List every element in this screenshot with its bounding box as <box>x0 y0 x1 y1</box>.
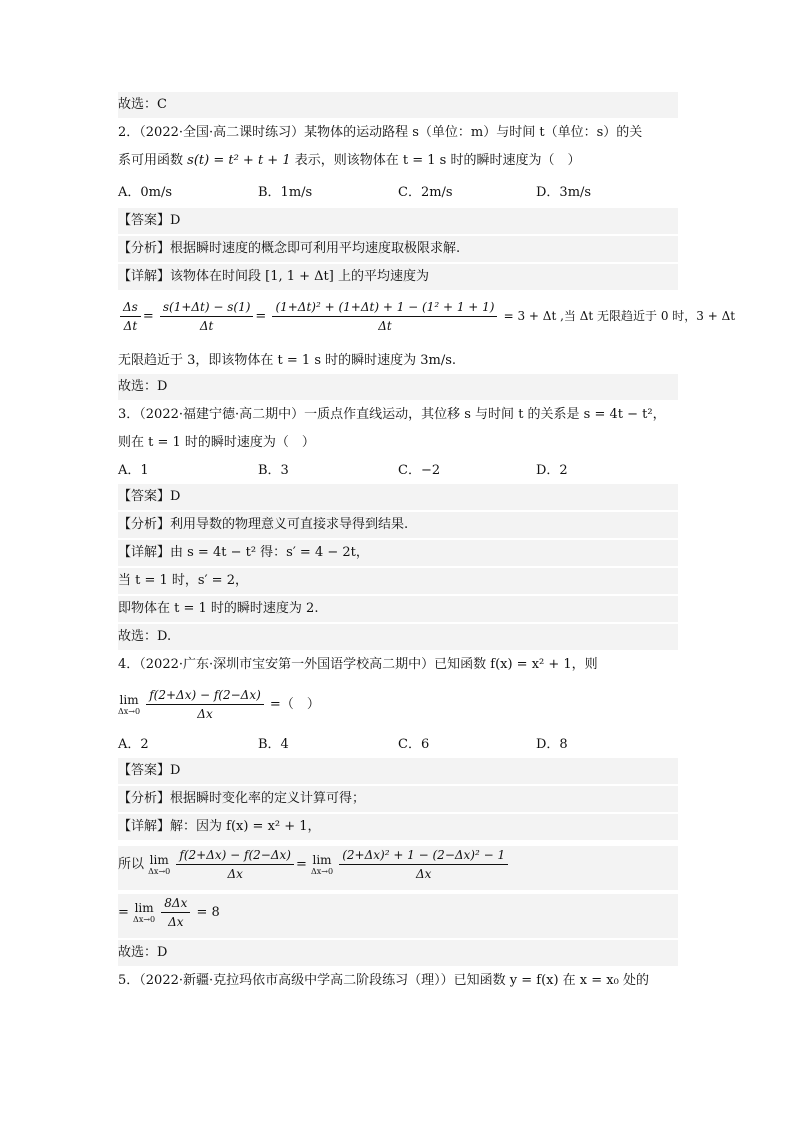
option-a: A．2 <box>118 737 149 752</box>
limit <box>118 694 140 716</box>
answer-line: 【答案】D <box>118 484 678 510</box>
option-a: A．0m/s <box>118 185 173 200</box>
option-c: C．6 <box>398 737 430 752</box>
option-a: A．1 <box>118 463 149 478</box>
lim-sub: Δx→0 <box>133 914 156 924</box>
option-d: D．3m/s <box>536 185 592 200</box>
analysis-line: 【分析】根据瞬时变化率的定义计算可得； <box>118 786 678 812</box>
choice-line: 故选：D. <box>118 624 678 650</box>
lim-text: lim <box>119 692 139 707</box>
numerator: (1+Δt)² + (1+Δt) + 1 − (1² + 1 + 1) <box>272 298 497 317</box>
denominator: Δx <box>197 707 213 721</box>
text: 所以 <box>118 857 145 872</box>
choice-line: 故选：D <box>118 374 678 400</box>
fraction <box>146 686 264 723</box>
fraction <box>176 846 294 883</box>
denominator: Δx <box>415 867 432 881</box>
lim-sub: Δx→0 <box>118 706 141 716</box>
analysis-line: 【分析】利用导数的物理意义可直接求导得到结果. <box>118 512 678 538</box>
denominator: Δt <box>378 319 392 333</box>
question-2-stem: 2．（2022·全国·高二课时练习）某物体的运动路程 s（单位：m）与时间 t（单位：s）的关 <box>118 125 643 140</box>
question-2-stem-cont <box>118 148 678 174</box>
text: = 3 + Δt ,当 Δt 无限趋近于 0 时，3 + Δt <box>503 309 736 323</box>
detail-line: 【详解】解：因为 f(x) = x² + 1， <box>118 814 678 840</box>
question-5-stem: 5．（2022·新疆·克拉玛依市高级中学高二阶段练习（理））已知函数 y = f(x) 在 x = x₀ 处的 <box>118 973 649 988</box>
choice-line: 故选：C <box>118 92 678 118</box>
denominator: Δt <box>199 319 214 333</box>
answer-line: 【答案】D <box>118 208 678 234</box>
question-3-stem: 3．（2022·福建宁德·高二期中）一质点作直线运动，其位移 s 与时间 t 的关系是 s = 4t − t²， <box>118 407 666 422</box>
detail-cont: 当 t = 1 时，s′ = 2， <box>118 568 678 594</box>
option-b: B．1m/s <box>258 185 313 200</box>
numerator: f(2+Δx) − f(2−Δx) <box>176 846 294 865</box>
option-b: B．4 <box>258 737 289 752</box>
detail-line: 【详解】由 s = 4t − t² 得：s′ = 4 − 2t， <box>118 540 678 566</box>
lim-text: lim <box>134 900 154 915</box>
numerator: Δs <box>120 298 141 317</box>
detail-equation: 所以 lim Δx→0 $\frac{f(2+\Delta x) - f(2-\Delta x)}{\Delta x}$ = lim Δx→0 $\frac{\text{(2+Δx)² + 1 − (2−Δx)² − 1}}{\Delta x}$ <box>118 846 678 890</box>
limit <box>148 854 170 876</box>
numerator: f(2+Δx) − f(2−Δx) <box>146 686 264 705</box>
question-4-stem: 4．（2022·广东·深圳市宝安第一外国语学校高二期中）已知函数 f(x) = x² + 1，则 <box>118 657 598 672</box>
denominator: Δx <box>168 915 184 929</box>
detail-cont: 无限趋近于 3，即该物体在 t = 1 s 时的瞬时速度为 3m/s. <box>118 353 457 368</box>
limit <box>311 854 333 876</box>
lim-text: lim <box>149 852 169 867</box>
text: 系可用函数 <box>118 153 184 168</box>
question-4-options <box>118 732 678 758</box>
formula: s(t) = t² + t + 1 <box>187 153 291 168</box>
question-2-options <box>118 180 678 206</box>
text: 表示，则该物体在 t = 1 s 时的瞬时速度为（ ） <box>294 153 581 168</box>
answer-line: 【答案】D <box>118 758 678 784</box>
lim-text: lim <box>312 852 332 867</box>
detail-cont: 即物体在 t = 1 时的瞬时速度为 2. <box>118 596 678 622</box>
analysis-line: 【分析】根据瞬时速度的概念即可利用平均速度取极限求解. <box>118 236 678 262</box>
option-d: D．8 <box>536 737 568 752</box>
fraction <box>161 894 190 931</box>
text: = 8 <box>196 905 220 920</box>
denominator: Δx <box>227 867 243 881</box>
option-b: B．3 <box>258 463 289 478</box>
fraction <box>339 846 508 883</box>
option-c: C．2m/s <box>398 185 453 200</box>
equation-line: $\frac{\Delta s}{\Delta t}$ = $\frac{s(1+\Delta t) - s(1)}{\Delta t}$ = $\frac{\text{(1+Δt)² + (1+Δt) + 1 − (1² + 1 + 1)}}{\Delta t}$ = 3 + Δt ,当 Δt 无限趋近于 0 时，3 + Δt <box>118 298 678 342</box>
text: =（ ） <box>269 697 320 712</box>
lim-sub: Δx→0 <box>148 866 171 876</box>
detail-line: 【详解】该物体在时间段 [1, 1 + Δt] 上的平均速度为 <box>118 264 678 290</box>
detail-result: = lim Δx→0 $\frac{8\Delta x}{\Delta x}$ = 8 <box>118 894 678 938</box>
fraction <box>120 298 141 335</box>
question-4-limit <box>118 686 678 730</box>
option-d: D．2 <box>536 463 568 478</box>
question-3-options <box>118 458 678 484</box>
numerator: 8Δx <box>161 894 190 913</box>
limit <box>133 902 155 924</box>
numerator: s(1+Δt) − s(1) <box>160 298 254 317</box>
denominator: Δt <box>123 319 138 333</box>
numerator: (2+Δx)² + 1 − (2−Δx)² − 1 <box>339 846 508 865</box>
choice-line: 故选：D <box>118 940 678 966</box>
question-3-stem-cont: 则在 t = 1 时的瞬时速度为（ ） <box>118 435 315 450</box>
fraction <box>160 298 254 335</box>
fraction <box>272 298 497 335</box>
lim-sub: Δx→0 <box>310 866 334 876</box>
option-c: C．−2 <box>398 463 441 478</box>
